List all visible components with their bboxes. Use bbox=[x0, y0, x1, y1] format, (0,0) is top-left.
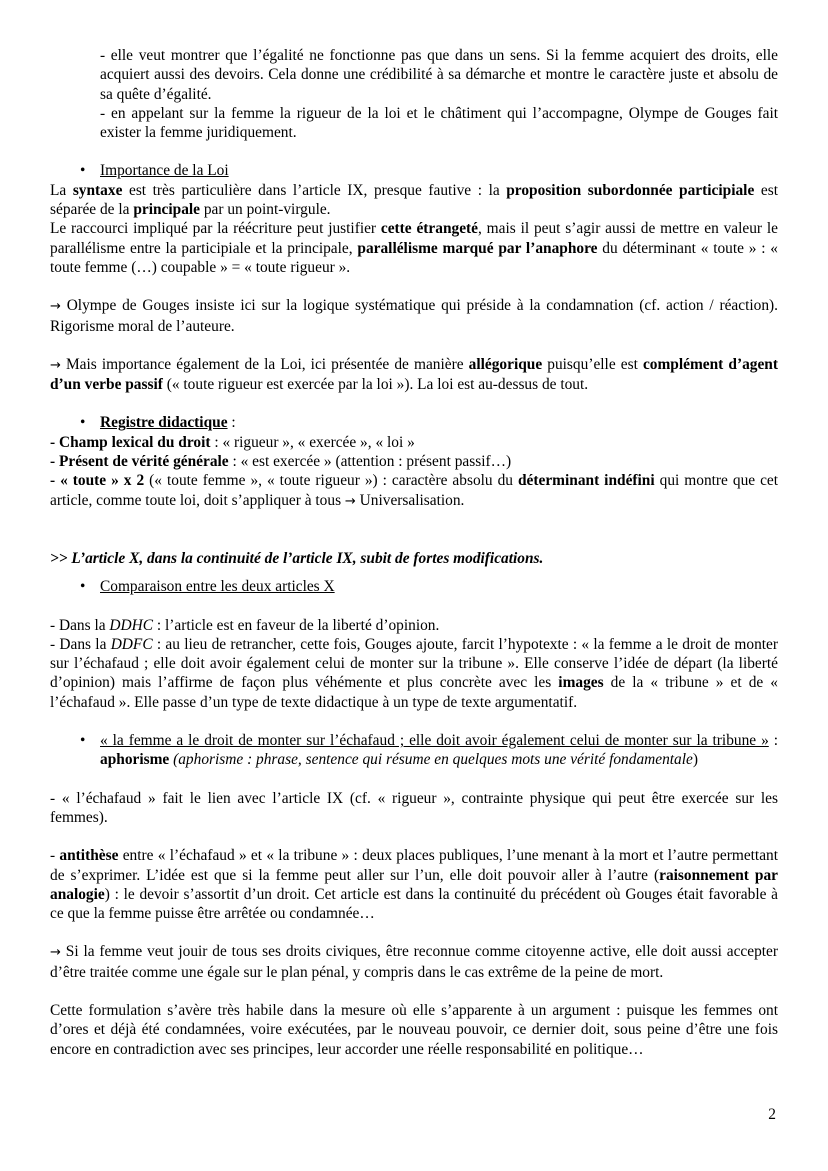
heading-aphorisme: • « la femme a le droit de monter sur l’échafaud ; elle doit avoir également celui de monter sur la tribune » : aphorisme (aphorisme : phrase, sentence qui résume en quelques mots une vérité fondamentale) bbox=[80, 732, 779, 769]
arrow-right-icon: → bbox=[50, 945, 61, 961]
arrow-right-icon: → bbox=[344, 493, 356, 509]
comparaison-paragraph-2: - Dans la DDFC : au lieu de retrancher, cette fois, Gouges ajoute, farcit l’hypotexte : « la femme a le droit de monter sur l’échafaud ; elle doit avoir également celui de monter sur la tribune ». Elle conserve l’idée de départ (la liberté d’opinion) mais l’affirme de façon plus véhémente et plus concrète avec les images de la « tribune » et de « l’échafaud ». Elle passe d’un type de texte didactique à un type de texte argumentatif. bbox=[50, 635, 779, 711]
aphorisme-paragraph-3: → Si la femme veut jouir de tous ses droits civiques, être reconnue comme citoyenne active, elle doit aussi accepter d’être traitée comme une égale sur le plan pénal, y compris dans le cas extrême de la peine de mort. bbox=[50, 943, 778, 981]
intro-paragraph-2: - en appelant sur la femme la rigueur de la loi et le châtiment qui l’accompagne, Olympe de Gouges fait exister la femme juridiquement. bbox=[100, 104, 778, 142]
heading-importance-loi: • Importance de la Loi bbox=[80, 162, 229, 180]
loi-paragraph-4: → Mais importance également de la Loi, ici présentée de manière allégorique puisqu’elle est complément d’agent d’un verbe passif (« toute rigueur est exercée par la loi »). La loi est au-dessus de tout. bbox=[50, 355, 778, 394]
article-x-title: >> L’article X, dans la continuité de l’article IX, subit de fortes modifications. bbox=[50, 549, 544, 567]
bullet-icon: • bbox=[80, 414, 86, 432]
didactique-line-1: - Champ lexical du droit : « rigueur », « exercée », « loi » bbox=[50, 433, 415, 451]
arrow-right-icon: → bbox=[50, 299, 61, 315]
loi-paragraph-1: La syntaxe est très particulière dans l’article IX, presque fautive : la proposition subordonnée participiale est séparée de la principale par un point-virgule. bbox=[50, 181, 778, 219]
heading-comparaison: • Comparaison entre les deux articles X bbox=[80, 578, 335, 596]
intro-paragraph-1: - elle veut montrer que l’égalité ne fonctionne pas que dans un sens. Si la femme acquiert des droits, elle acquiert aussi des devoirs. Cela donne une crédibilité à sa démarche et montre le caractère juste et absolu de sa quête d’égalité. bbox=[100, 47, 778, 103]
document-page bbox=[50, 46, 778, 1059]
comparaison-paragraph-1: - Dans la DDHC : l’article est en faveur de la liberté d’opinion. bbox=[50, 616, 440, 634]
aphorisme-paragraph-1: - « l’échafaud » fait le lien avec l’article IX (cf. « rigueur », contrainte physique qui peut être exercée sur les femmes). bbox=[50, 789, 778, 826]
bullet-icon: • bbox=[80, 162, 86, 180]
didactique-line-3: - « toute » x 2 (« toute femme », « toute rigueur ») : caractère absolu du déterminant indéfini qui montre que cet article, comme toute loi, doit s’appliquer à tous → Universalisation. bbox=[50, 472, 779, 509]
bullet-icon: • bbox=[80, 732, 86, 750]
page-number: 2 bbox=[768, 1106, 776, 1123]
bullet-icon: • bbox=[80, 578, 86, 596]
aphorisme-paragraph-4: Cette formulation s’avère très habile dans la mesure où elle s’apparente à un argument : puisque les femmes ont d’ores et déjà été condamnées, voire exécutées, par le nouveau pouvoir, ce dernier doit, sous peine d’être une fois encore en contradiction avec ses principes, leur accorder une réelle responsabilité en politique… bbox=[50, 1001, 778, 1058]
didactique-line-2: - Présent de vérité générale : « est exercée » (attention : présent passif…) bbox=[50, 453, 512, 471]
arrow-right-icon: → bbox=[50, 357, 61, 373]
heading-registre-didactique: • Registre didactique : bbox=[80, 414, 236, 432]
loi-paragraph-3: → Olympe de Gouges insiste ici sur la logique systématique qui préside à la condamnation (cf. action / réaction). Rigorisme moral de l’auteure. bbox=[50, 297, 778, 335]
aphorisme-paragraph-2: - antithèse entre « l’échafaud » et « la tribune » : deux places publiques, l’une menant à la mort et l’autre permettant de s’exprimer. L’idée est que si la femme peut aller sur l’un, elle doit pouvoir aller à l’autre (raisonnement par analogie) : le devoir s’assortit d’un droit. Cet article est dans la continuité du précédent où Gouges était favorable à ce que la femme puisse être arrêtée ou condamnée… bbox=[50, 847, 778, 923]
loi-paragraph-2: Le raccourci impliqué par la réécriture peut justifier cette étrangeté, mais il peut s’agir aussi de mettre en valeur le parallélisme entre la participiale et la principale, parallélisme marqué par l’anaphore du déterminant « toute » : « toute femme (…) coupable » = « toute rigueur ». bbox=[50, 220, 779, 276]
